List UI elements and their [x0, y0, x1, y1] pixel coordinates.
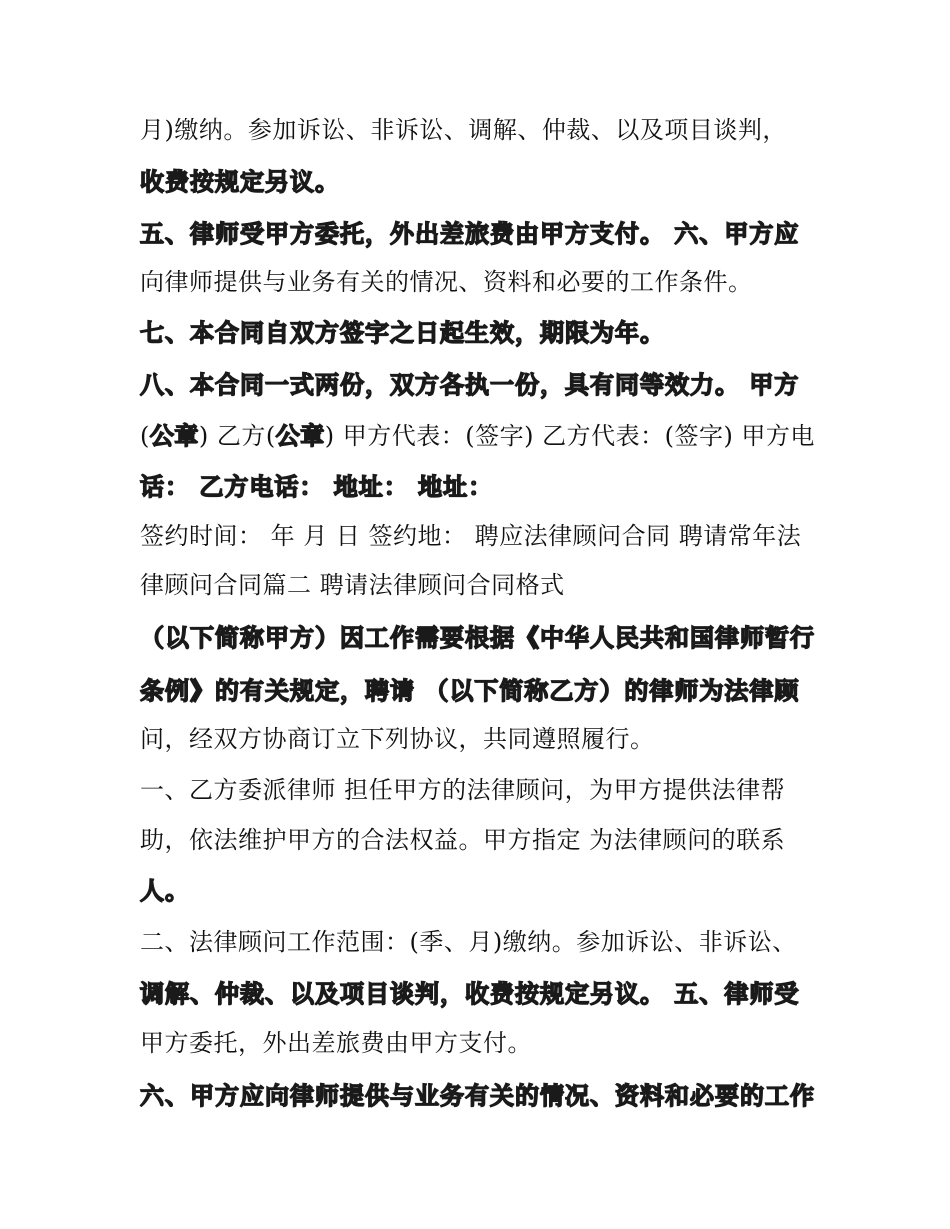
text-line: 话： 乙方电话： 地址： 地址： [140, 473, 494, 501]
text-line: 七、本合同自双方签字之日起生效，期限为年。 [140, 319, 665, 347]
text-line: 月)缴纳。参加诉讼、非诉讼、调解、仲裁、以及项目谈判， [140, 116, 787, 144]
text-segment: 公章 [275, 422, 325, 450]
text-segment: ) 乙方( [198, 422, 276, 450]
text-line: 二、法律顾问工作范围：(季、月)缴纳。参加诉讼、非诉讼、 [140, 928, 797, 956]
text-line [140, 410, 820, 462]
text-line: （以下简称甲方）因工作需要根据《中华人民共和国律师暂行 [140, 624, 815, 652]
text-line: 向律师提供与业务有关的情况、资料和必要的工作条件。 [140, 268, 753, 296]
text-line: 六、甲方应向律师提供与业务有关的情况、资料和必要的工作 [140, 1082, 815, 1110]
text-segment: 公章 [149, 422, 199, 450]
text-segment: ) 甲方代表：(签字) 乙方代表：(签字) 甲方电 [324, 422, 815, 450]
text-line: 甲方委托，外出差旅费由甲方支付。 [140, 1029, 532, 1057]
text-line: 五、律师受甲方委托，外出差旅费由甲方支付。 六、甲方应 [140, 220, 800, 248]
text-line: 人。 [140, 877, 190, 905]
text-line: 收费按规定另议。 [140, 168, 340, 196]
text-line: 条例》的有关规定，聘请 （以下简称乙方）的律师为法律顾 [140, 677, 800, 705]
text-line: 八、本合同一式两份，双方各执一份，具有同等效力。 甲方 [140, 371, 800, 399]
text-line: 调解、仲裁、以及项目谈判，收费按规定另议。 五、律师受 [140, 980, 800, 1008]
text-line: 问，经双方协商订立下列协议，共同遵照履行。 [140, 725, 655, 753]
text-segment: ( [140, 422, 150, 450]
text-line: 助，依法维护甲方的合法权益。甲方指定 为法律顾问的联系 [140, 826, 786, 854]
text-line: 律顾问合同篇二 聘请法律顾问合同格式 [140, 571, 565, 599]
text-line: 签约时间： 年 月 日 签约地： 聘应法律顾问合同 聘请常年法 [140, 522, 802, 550]
text-line: 一、乙方委派律师 担任甲方的法律顾问，为甲方提供法律帮 [140, 776, 786, 804]
